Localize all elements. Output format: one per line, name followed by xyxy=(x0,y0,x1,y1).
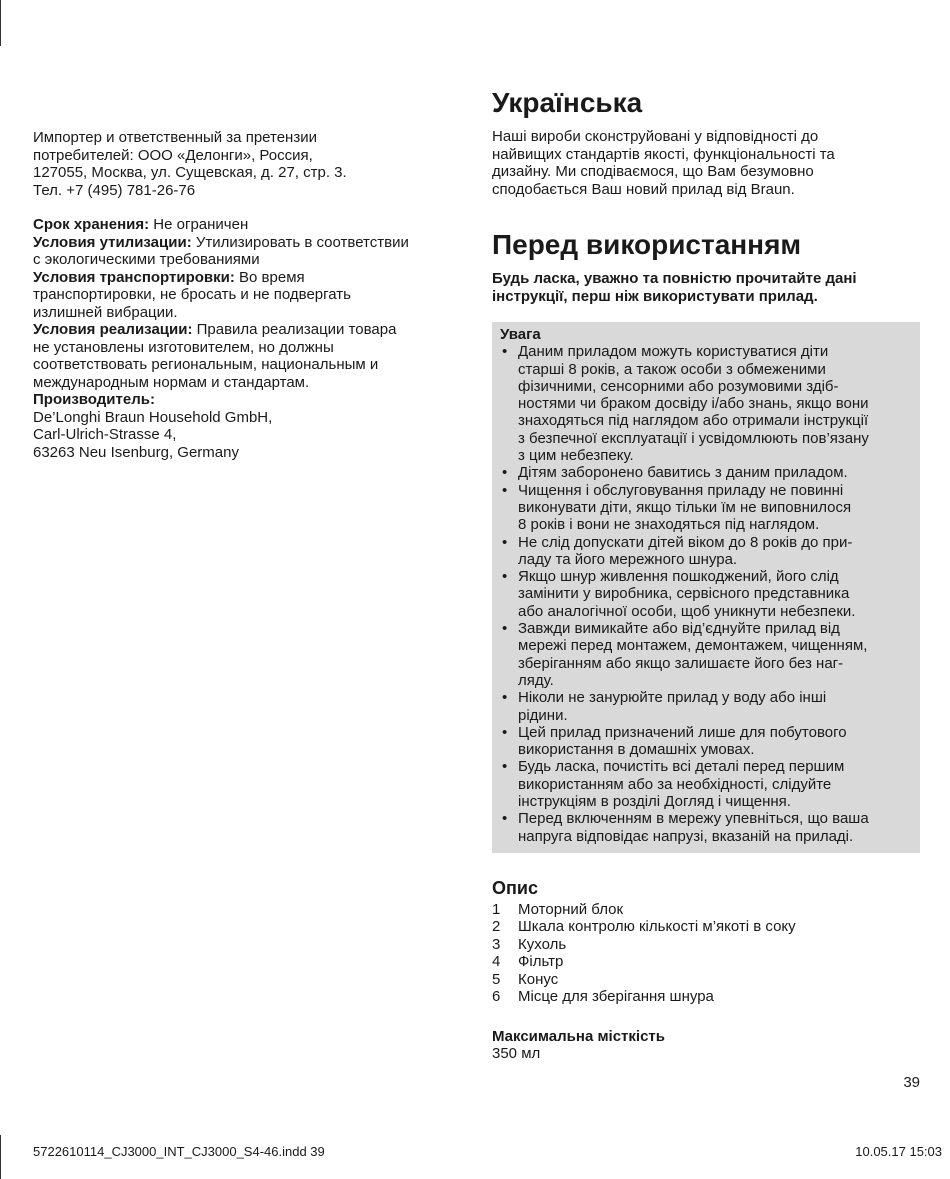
warning-item-line: з безпечної експлуатації і усвідомлюють пов’язану xyxy=(518,429,869,447)
warning-item-line: рідини. xyxy=(518,706,568,724)
bullet-icon: • xyxy=(502,533,508,551)
warning-item-line: 8 років і вони не знаходяться під наглядом. xyxy=(518,516,820,534)
description-item xyxy=(492,971,920,989)
warning-item xyxy=(500,724,912,759)
bullet-icon: • xyxy=(502,464,508,482)
manufacturer-line: 63263 Neu Isenburg, Germany xyxy=(33,443,239,461)
description-item-number: 6 xyxy=(492,988,501,1006)
warning-item xyxy=(500,758,912,810)
footer-file-name: 5722610114_CJ3000_INT_CJ3000_S4-46.indd 39 xyxy=(33,1144,325,1159)
storage-value: Не ограничен xyxy=(149,216,249,233)
ukrainian-column xyxy=(492,86,920,1063)
warning-item-line: старші 8 років, а також особи з обмеженими xyxy=(518,360,826,378)
warning-item-line: ладу та його мережного шнура. xyxy=(518,550,738,568)
warning-box xyxy=(492,322,920,853)
capacity-value: 350 мл xyxy=(492,1045,541,1063)
bullet-icon: • xyxy=(502,723,508,741)
storage-label: Срок хранения: xyxy=(33,216,150,233)
bullet-icon: • xyxy=(502,620,508,638)
description-list xyxy=(492,901,920,1006)
warning-item xyxy=(500,620,912,689)
warning-item xyxy=(500,482,912,534)
warning-item-line: Не слід допускати дітей віком до 8 років до при- xyxy=(518,533,853,551)
before-use-title: Перед використанням xyxy=(492,229,802,260)
sale-value-line: не установлены изготовителем, но должны xyxy=(33,338,334,356)
sale-value: Правила реализации товара xyxy=(192,321,397,338)
warning-item-line: Чищення і обслуговування приладу не повинні xyxy=(518,481,844,499)
description-item xyxy=(492,953,920,971)
warning-item-line: зберіганням або якщо залишаєте його без наг- xyxy=(518,654,844,672)
description-item-number: 2 xyxy=(492,918,501,936)
description-item-text: Кухоль xyxy=(518,935,567,953)
warning-item-line: ляду. xyxy=(518,671,554,689)
warning-item-line: Перед включенням в мережу упевніться, що ваша xyxy=(518,810,869,828)
warning-item-line: з цим небезпеку. xyxy=(518,447,634,465)
bullet-icon: • xyxy=(502,568,508,586)
description-item-text: Конус xyxy=(518,970,559,988)
transport-value-line: излишней вибрации. xyxy=(33,303,178,321)
manufacturer-label: Производитель: xyxy=(33,391,155,408)
transport-value: Во время xyxy=(234,268,305,286)
warning-item-line: або аналогічної особи, щоб уникнути небезпеки. xyxy=(518,602,856,620)
warning-item-line: Будь ласка, почистіть всі деталі перед першим xyxy=(518,758,845,776)
warning-item-line: Якщо шнур живлення пошкоджений, його слід xyxy=(518,568,839,586)
description-item-number: 5 xyxy=(492,970,501,988)
lead-line: Будь ласка, уважно та повністю прочитайте дані xyxy=(492,270,857,287)
transport-label: Условия транспортировки: xyxy=(33,268,235,286)
read-instructions-note xyxy=(492,270,920,305)
warning-item-line: Дітям заборонено бавитись з даним приладом. xyxy=(518,464,848,482)
warning-item-line: використанням або за необхідності, слідуйте xyxy=(518,775,832,793)
page-number: 39 xyxy=(903,1074,920,1091)
warning-item-line: виконувати діти, якщо тільки їм не виповнилося xyxy=(518,498,852,516)
transport-value-line: транспортировки, не бросать и не подвергать xyxy=(33,286,351,303)
bullet-icon: • xyxy=(502,481,508,499)
warning-item-line: замінити у виробника, сервісного представника xyxy=(518,585,850,603)
warning-item xyxy=(500,689,912,724)
importer-line: 127055, Москва, ул. Сущевская, д. 27, стр. 3. xyxy=(33,164,347,181)
crop-mark-top xyxy=(0,0,1,46)
warning-item-line: мережі перед монтажем, демонтажем, чищенням, xyxy=(518,637,868,655)
sale-value-line: международным нормам и стандартам. xyxy=(33,373,310,391)
manufacturer-line: Carl-Ulrich-Strasse 4, xyxy=(33,426,177,443)
disposal-conditions xyxy=(33,234,463,252)
warning-item-line: Цей прилад призначений лише для побутового xyxy=(518,723,847,741)
warning-item xyxy=(500,464,912,481)
warning-item-line: Ніколи не занурюйте прилад у воду або інші xyxy=(518,689,827,707)
importer-line: Импортер и ответственный за претензии xyxy=(33,129,317,146)
warning-item-line: Завжди вимикайте або від’єднуйте прилад від xyxy=(518,620,840,638)
description-item xyxy=(492,901,920,919)
manufacturer-line: De’Longhi Braun Household GmbH, xyxy=(33,408,273,426)
warning-item-line: напруга відповідає напрузі, вказаній на приладі. xyxy=(518,827,854,845)
description-item-number: 4 xyxy=(492,953,501,971)
footer-datetime: 10.05.17 15:03 xyxy=(855,1144,942,1159)
intro-line: дизайну. Ми сподіваємося, що Вам безумовно xyxy=(492,163,814,180)
transport-conditions xyxy=(33,269,463,287)
storage-term xyxy=(33,216,463,234)
intro-line: найвищих стандартів якості, функціональності та xyxy=(492,145,835,163)
description-title: Опис xyxy=(492,877,538,898)
crop-mark-bottom xyxy=(0,1135,1,1179)
disposal-label: Условия утилизации: xyxy=(33,233,192,251)
intro-paragraph xyxy=(492,128,920,198)
warning-item xyxy=(500,534,912,569)
warning-item-line: використання в домашніх умовах. xyxy=(518,741,755,759)
description-item-text: Моторний блок xyxy=(518,900,624,918)
warning-item xyxy=(500,810,912,845)
sale-value-line: соответствовать региональным, национальным и xyxy=(33,356,379,373)
lead-line: інструкції, перш ніж використувати прилад. xyxy=(492,287,818,305)
importer-phone: Тел. +7 (495) 781-26-76 xyxy=(33,181,196,199)
warning-item-line: фізичними, сенсорними або розумовими здіб- xyxy=(518,377,839,395)
description-item-text: Шкала контролю кількості м’якоті в соку xyxy=(518,918,796,936)
intro-line: сподобається Ваш новий прилад від Braun. xyxy=(492,180,795,198)
bullet-icon: • xyxy=(502,689,508,707)
spacer xyxy=(33,199,463,216)
warning-title: Увага xyxy=(500,326,541,343)
importer-line: потребителей: ООО «Делонги», Россия, xyxy=(33,146,313,164)
description-item-number: 1 xyxy=(492,900,501,918)
description-item-text: Фільтр xyxy=(518,953,564,971)
description-item xyxy=(492,936,920,954)
capacity-title: Максимальна місткість xyxy=(492,1027,665,1045)
warning-item-line: ностями чи браком досвіду і/або знань, якщо вони xyxy=(518,395,869,413)
warning-list xyxy=(500,343,912,845)
importer-info-column xyxy=(33,129,463,461)
bullet-icon: • xyxy=(502,758,508,776)
warning-item-line: знаходяться під наглядом або отримали інструкції xyxy=(518,412,869,430)
bullet-icon: • xyxy=(502,810,508,828)
disposal-value: Утилизировать в соответствии xyxy=(191,233,409,251)
description-item-number: 3 xyxy=(492,935,501,953)
description-item-text: Місце для зберігання шнура xyxy=(518,988,714,1006)
disposal-value-line: с экологическими требованиями xyxy=(33,251,260,268)
description-item xyxy=(492,918,920,936)
sale-label: Условия реализации: xyxy=(33,321,193,338)
intro-line: Наші вироби сконструйовані у відповідності до xyxy=(492,128,819,145)
warning-item xyxy=(500,568,912,620)
warning-item-line: Даним приладом можуть користуватися діти xyxy=(518,343,829,361)
warning-item xyxy=(500,343,912,464)
warning-item-line: інструкціям в розділі Догляд і чищення. xyxy=(518,793,791,811)
sale-conditions xyxy=(33,321,463,339)
language-title: Українська xyxy=(492,87,643,118)
description-item xyxy=(492,988,920,1006)
bullet-icon: • xyxy=(502,343,508,361)
